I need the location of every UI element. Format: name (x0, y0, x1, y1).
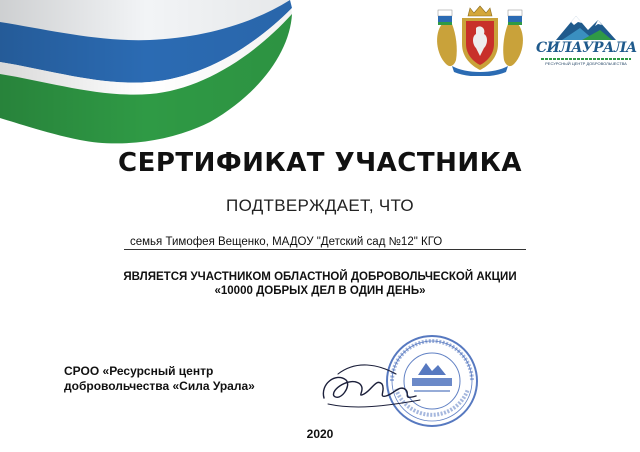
organization-name (64, 364, 255, 394)
statement-line-2: «10000 ДОБРЫХ ДЕЛ В ОДИН ДЕНЬ» (214, 285, 426, 297)
sverdlovsk-flag-icon (0, 0, 300, 150)
certificate-subtitle: ПОДТВЕРЖДАЕТ, ЧТО (226, 196, 414, 215)
signature-icon (316, 354, 426, 414)
logo-subtitle: РЕСУРСНЫЙ ЦЕНТР ДОБРОВОЛЬЧЕСТВА (545, 61, 627, 66)
statement-line-1: ЯВЛЯЕТСЯ УЧАСТНИКОМ ОБЛАСТНОЙ ДОБРОВОЛЬЧЕСКОЙ АКЦИИ (123, 271, 517, 283)
certificate-title: СЕРТИФИКАТ УЧАСТНИКА (118, 148, 522, 178)
coat-of-arms-icon (432, 4, 528, 76)
sila-urala-logo (536, 10, 636, 80)
logo-name: СИЛАУРАЛА (536, 40, 637, 56)
organization-line-2: добровольчества «Сила Урала» (64, 379, 255, 393)
mountains-icon (536, 10, 636, 42)
certificate-year: 2020 (306, 427, 334, 441)
recipient-name: семья Тимофея Вещенко, МАДОУ "Детский сад №12" КГО (124, 236, 526, 250)
participation-statement (0, 270, 640, 298)
organization-line-1: СРОО «Ресурсный центр (64, 364, 214, 378)
